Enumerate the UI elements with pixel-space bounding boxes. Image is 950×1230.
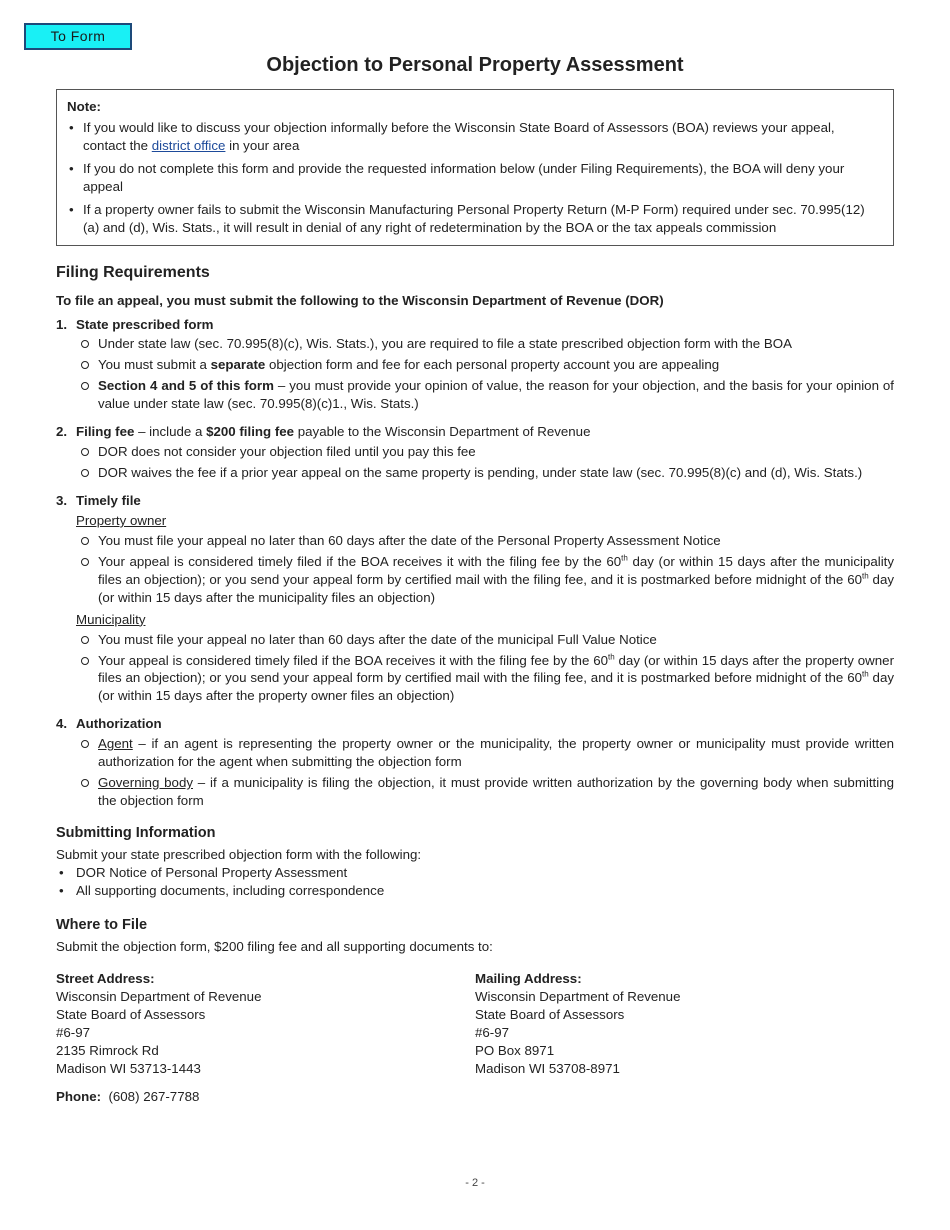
- address-line: PO Box 8971: [475, 1042, 555, 1058]
- section-title: State prescribed form: [76, 316, 214, 332]
- property-owner-list: [56, 532, 894, 607]
- note-item: [67, 119, 881, 155]
- section-2-list: [56, 443, 894, 482]
- list-item: Under state law (sec. 70.995(8)(c), Wis. Stats.), you are required to file a state prescribed objection form with the BOA: [56, 335, 894, 353]
- address-line: State Board of Assessors: [475, 1006, 625, 1022]
- list-item: You must file your appeal no later than 60 days after the date of the municipal Full Value Notice: [56, 631, 894, 649]
- list-item: Your appeal is considered timely filed if the BOA receives it with the filing fee by the 60th day (or within 15 days after the municipality files an objection); or you send your appeal form by certified mail with the filing fee, and it is postmarked before midnight of the 60th day (or within 15 days after the municipality files an objection): [56, 553, 894, 607]
- filing-requirements-heading: Filing Requirements: [56, 264, 210, 281]
- property-owner-label: Property owner: [76, 512, 167, 528]
- note-text: If you would like to discuss your objection informally before the Wisconsin State Board of Assessors (BOA) reviews your appeal, contact the: [83, 119, 835, 153]
- list-item: • DOR Notice of Personal Property Assessment: [56, 864, 894, 882]
- section-1-heading: [56, 316, 894, 334]
- list-item: Agent – if an agent is representing the property owner or the municipality, the property owner or municipality must provide written authorization for the agent when submitting the objection form: [56, 735, 894, 771]
- phone: [56, 1088, 894, 1106]
- phone-label: Phone:: [56, 1088, 102, 1104]
- where-intro: Submit the objection form, $200 filing fee and all supporting documents to:: [56, 938, 493, 954]
- section-number: 1.: [56, 316, 68, 332]
- filing-lead: To file an appeal, you must submit the following to the Wisconsin Department of Revenue (DOR): [56, 292, 664, 308]
- note-text: If a property owner fails to submit the Wisconsin Manufacturing Personal Property Return (M-P Form) required under sec. 70.995(12) (a) and (d), Wis. Stats., it will result in denial of any right of redetermination by the BOA or the tax appeals commission: [83, 201, 865, 235]
- note-text: If you do not complete this form and provide the requested information below (under Filing Requirements), the BOA will deny your appeal: [83, 160, 845, 194]
- section-4-heading: 4. Authorization: [56, 716, 162, 732]
- submitting-intro: Submit your state prescribed objection form with the following:: [56, 846, 422, 862]
- submitting-heading: Submitting Information: [56, 825, 216, 842]
- section-4-list: [56, 735, 894, 810]
- mailing-address: [475, 970, 775, 1078]
- list-item: Governing body – if a municipality is filing the objection, it must provide written authorization by the governing body when submitting the objection form: [56, 774, 894, 810]
- street-address-label: Street Address:: [56, 970, 155, 986]
- section-3-heading: 3. Timely file: [56, 493, 141, 509]
- list-item: • All supporting documents, including correspondence: [56, 882, 894, 900]
- address-line: 2135 Rimrock Rd: [56, 1042, 159, 1058]
- address-line: Wisconsin Department of Revenue: [56, 988, 262, 1004]
- note-text: in your area: [229, 137, 300, 153]
- where-to-file-heading: Where to File: [56, 917, 148, 934]
- list-item: DOR waives the fee if a prior year appeal on the same property is pending, under state law (sec. 70.995(8)(c) and (d), Wis. Stats.): [56, 464, 894, 482]
- address-line: State Board of Assessors: [56, 1006, 206, 1022]
- note-item: [67, 201, 881, 237]
- municipality-label: Municipality: [76, 611, 146, 627]
- list-item: You must file your appeal no later than 60 days after the date of the Personal Property Assessment Notice: [56, 532, 894, 550]
- mailing-address-label: Mailing Address:: [475, 970, 582, 986]
- list-item: Your appeal is considered timely filed if the BOA receives it with the filing fee by the 60th day (or within 15 days after the property owner files an objection); or you send your appeal form by certified mail with the filing fee, and it is postmarked before midnight of the 60th day (or within 15 days after the property owner files an objection): [56, 652, 894, 706]
- address-line: #6-97: [56, 1024, 91, 1040]
- main-content: [56, 262, 894, 1106]
- list-item: DOR does not consider your objection filed until you pay this fee: [56, 443, 894, 461]
- section-1-list: [56, 335, 894, 413]
- district-office-link[interactable]: district office: [151, 137, 226, 153]
- street-address: [56, 970, 356, 1078]
- address-line: Madison WI 53708-8971: [475, 1060, 620, 1076]
- address-section: [56, 970, 894, 1088]
- to-form-button[interactable]: To Form: [24, 23, 132, 50]
- list-item: You must submit a separate objection form and fee for each personal property account you are appealing: [56, 356, 894, 374]
- page-title: Objection to Personal Property Assessment: [266, 54, 684, 76]
- note-item: [67, 160, 881, 196]
- section-2-heading: 2. Filing fee – include a $200 filing fee payable to the Wisconsin Department of Revenue: [56, 424, 591, 440]
- note-heading: Note:: [67, 99, 101, 114]
- phone-number: (608) 267-7788: [108, 1088, 200, 1104]
- list-item: Section 4 and 5 of this form – you must provide your opinion of value, the reason for your objection, and the basis for your opinion of value under state law (sec. 70.995(8)(c)1., Wis. Stats.): [56, 377, 894, 413]
- address-line: #6-97: [475, 1024, 510, 1040]
- note-box: [56, 89, 894, 246]
- address-line: Wisconsin Department of Revenue: [475, 988, 681, 1004]
- note-list: [67, 119, 881, 237]
- page-number: - 2 -: [465, 1177, 485, 1189]
- municipality-list: [56, 631, 894, 706]
- submitting-list: [56, 864, 894, 901]
- address-line: Madison WI 53713-1443: [56, 1060, 201, 1076]
